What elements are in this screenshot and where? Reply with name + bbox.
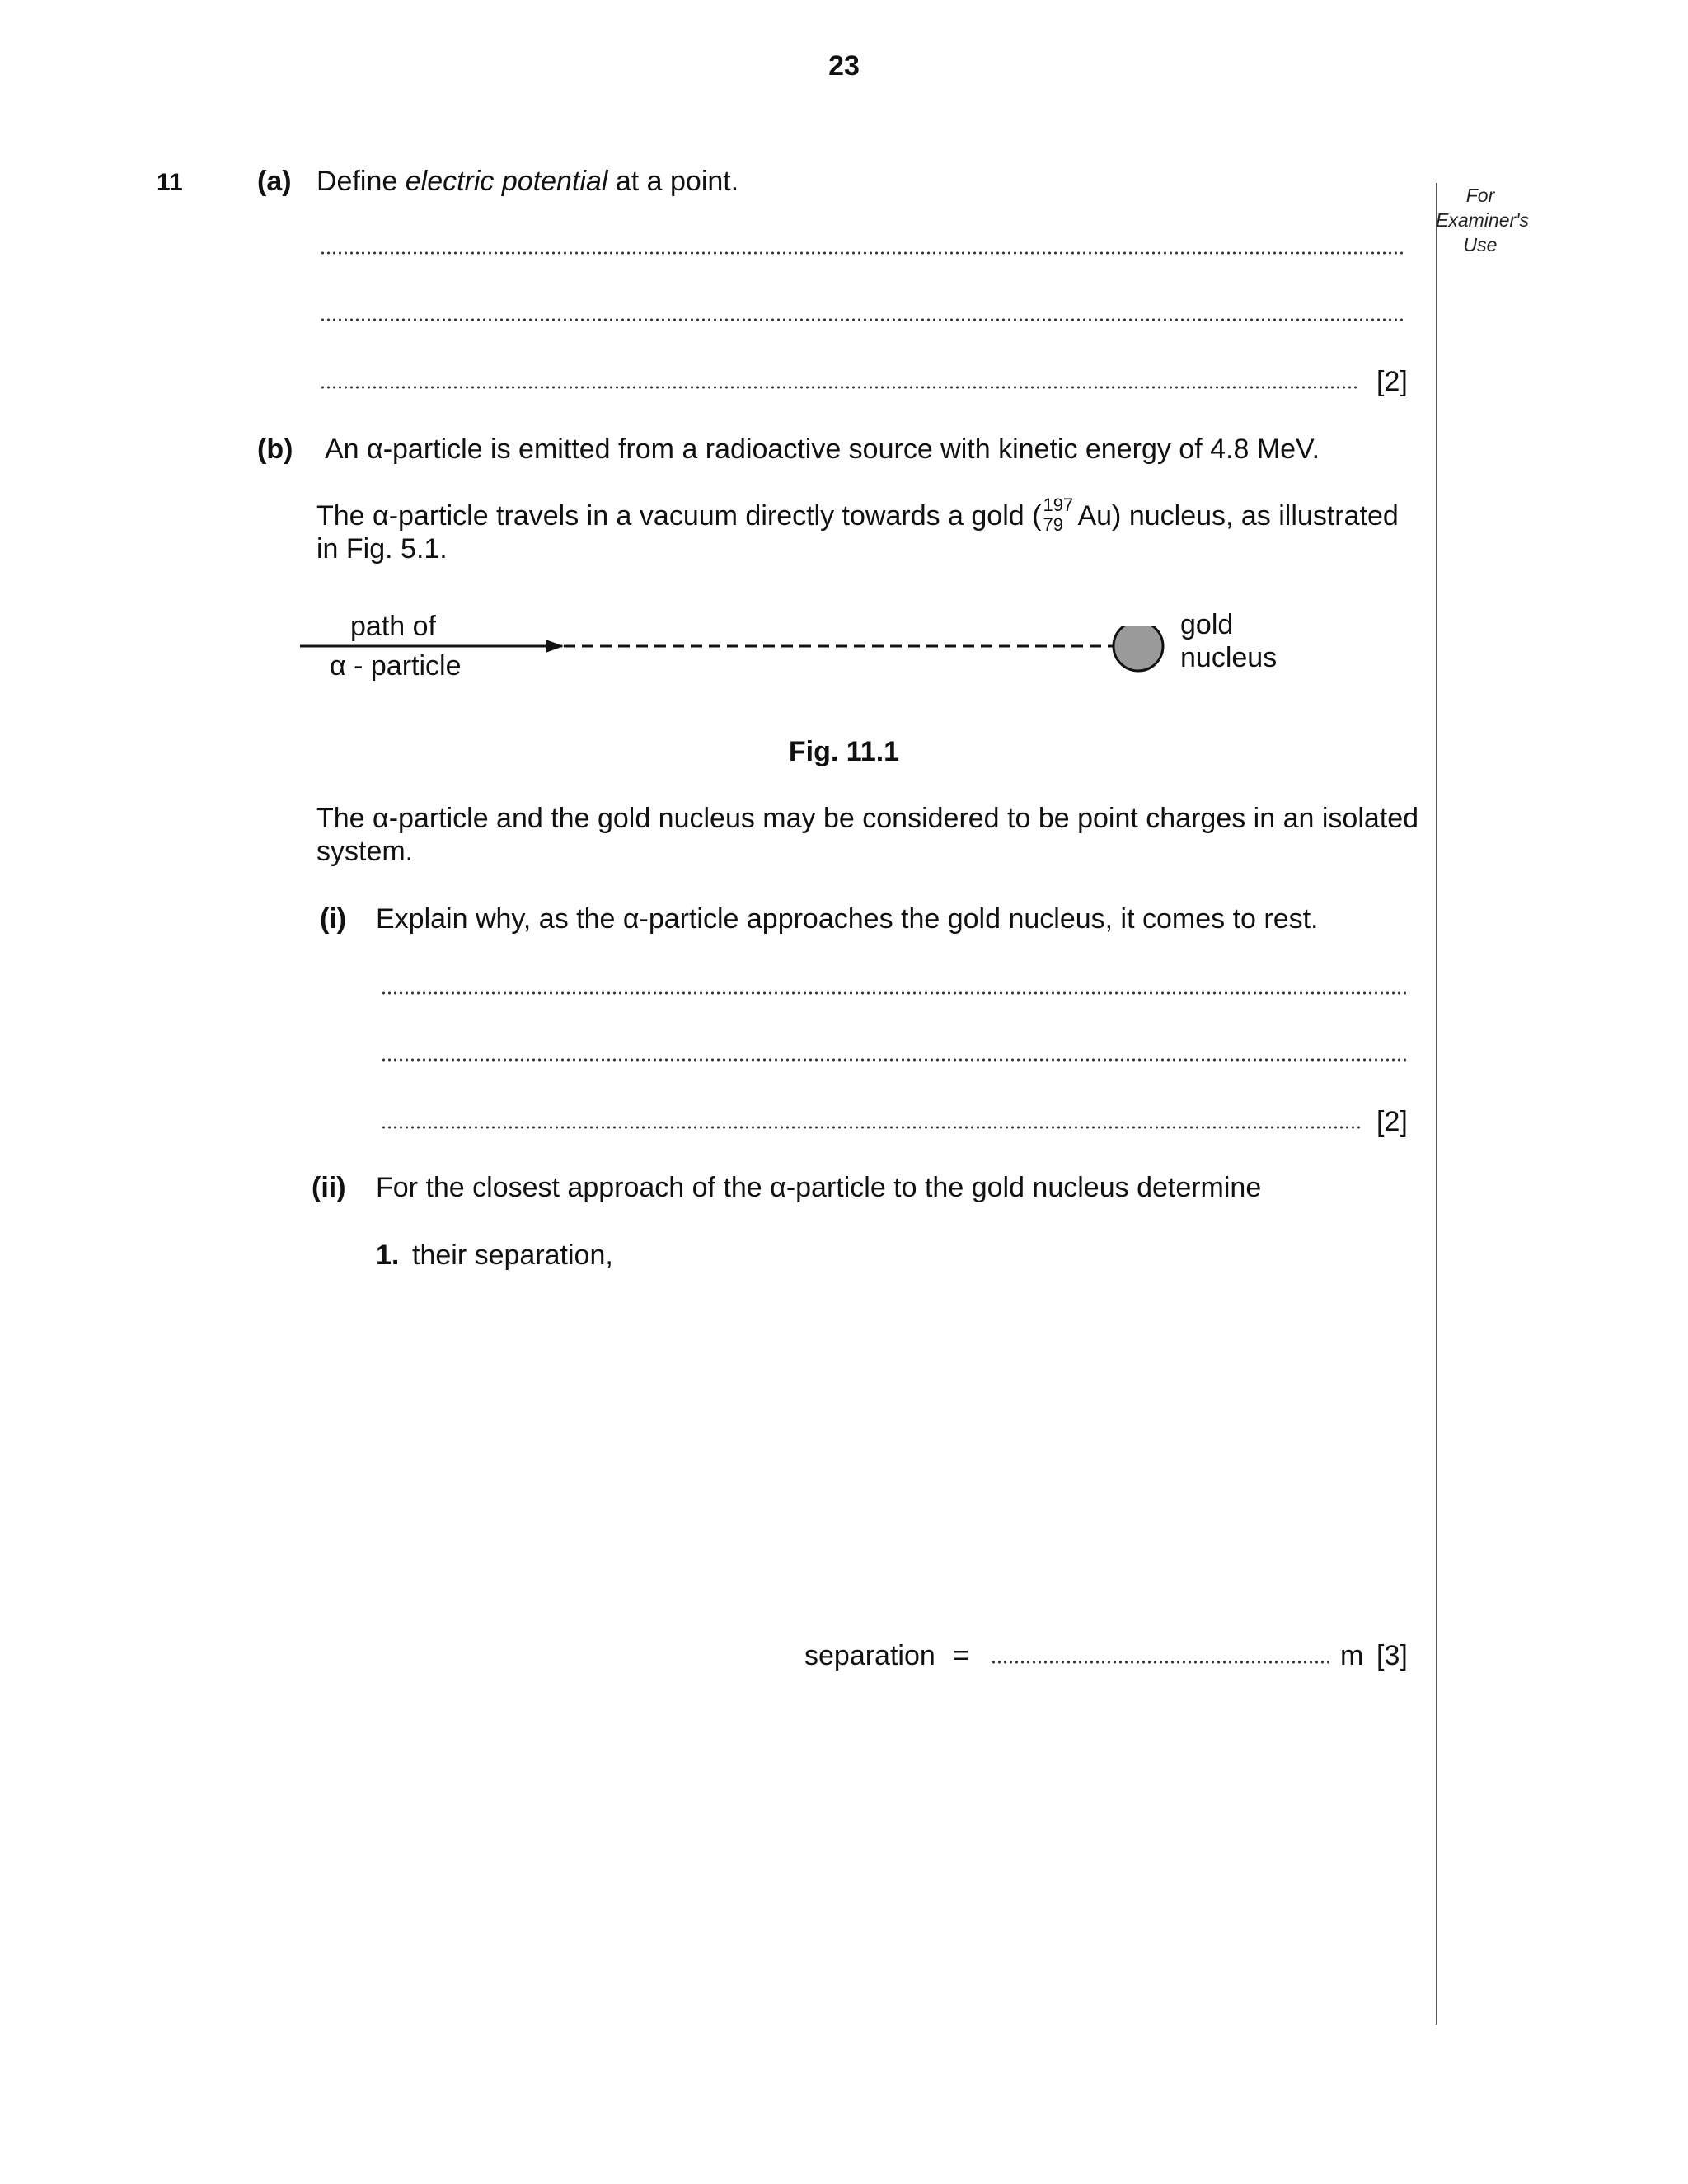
answer-line-a-1[interactable] <box>320 251 1406 255</box>
part-b-travel-end: ) nucleus, as illustrated <box>1112 500 1399 532</box>
nuclide-symbol: Au <box>1077 500 1113 532</box>
figure-caption-number: 11.1 <box>846 736 900 767</box>
part-b-travel-line-2: in Fig. 5.1. <box>316 533 448 565</box>
part-b-intro: An α-particle is emitted from a radioactive source with kinetic energy of 4.8 MeV. <box>325 434 1320 465</box>
part-a-prompt-term: electric potential <box>405 166 608 197</box>
separation-equals-sign: = <box>953 1640 969 1671</box>
nuclide-atomic-number: 79 <box>1043 514 1063 535</box>
part-a-marks: [2] <box>1376 366 1408 397</box>
examiner-margin-rule <box>1436 183 1437 2025</box>
part-b-travel-line-1 <box>316 494 1399 535</box>
answer-line-i-3[interactable] <box>381 1126 1360 1129</box>
alpha-path-arrowhead <box>546 640 564 653</box>
answer-line-i-1[interactable] <box>381 991 1406 995</box>
answer-line-a-2[interactable] <box>320 318 1406 321</box>
point-charges-line-1: The α-particle and the gold nucleus may be considered to be point charges in an isolated <box>316 803 1419 834</box>
separation-answer-line[interactable] <box>991 1661 1329 1664</box>
figure-nucleus-label-2: nucleus <box>1180 642 1278 673</box>
sub-ii-marks: [3] <box>1376 1640 1408 1671</box>
sub-ii-item-1-label: 1. <box>376 1240 400 1271</box>
figure-caption <box>0 735 1688 768</box>
answer-line-a-3[interactable] <box>320 386 1360 389</box>
point-charges-line-2: system. <box>316 836 414 867</box>
sub-ii-prompt: For the closest approach of the α-particle to the gold nucleus determine <box>376 1172 1262 1203</box>
page-number: 23 <box>828 50 860 82</box>
examiner-label-line-3: Use <box>1463 234 1498 255</box>
nuclide-notation <box>1041 494 1077 535</box>
figure-path-label-2: α - particle <box>330 650 462 682</box>
examiner-use-label <box>1436 183 1530 257</box>
sub-i-marks: [2] <box>1376 1106 1408 1137</box>
examiner-label-line-1: For <box>1465 185 1495 206</box>
nuclide-mass-number: 197 <box>1043 494 1074 515</box>
part-b-label: (b) <box>257 434 293 465</box>
separation-answer-label: separation <box>804 1640 935 1671</box>
gold-nucleus-circle <box>1114 626 1163 671</box>
part-a-prompt <box>316 165 738 198</box>
figure-path-label-1: path of <box>350 611 436 642</box>
alpha-path-diagram <box>297 626 1170 676</box>
part-a-prompt-start: Define <box>316 166 406 197</box>
figure-caption-word: Fig. <box>788 736 839 767</box>
sub-i-prompt: Explain why, as the α-particle approaches the gold nucleus, it comes to rest. <box>376 903 1319 935</box>
examiner-label-line-2: Examiner's <box>1436 209 1530 231</box>
answer-line-i-2[interactable] <box>381 1058 1406 1062</box>
question-number: 11 <box>157 169 183 196</box>
sub-ii-item-1-text: their separation, <box>412 1240 613 1271</box>
part-a-prompt-end: at a point. <box>607 166 739 197</box>
sub-ii-label: (ii) <box>312 1172 346 1203</box>
part-a-label: (a) <box>257 166 292 197</box>
part-b-travel-start: The α-particle travels in a vacuum directly towards a gold ( <box>316 500 1042 532</box>
sub-i-label: (i) <box>320 903 347 935</box>
separation-unit: m <box>1340 1640 1364 1671</box>
figure-nucleus-label-1: gold <box>1180 609 1234 640</box>
